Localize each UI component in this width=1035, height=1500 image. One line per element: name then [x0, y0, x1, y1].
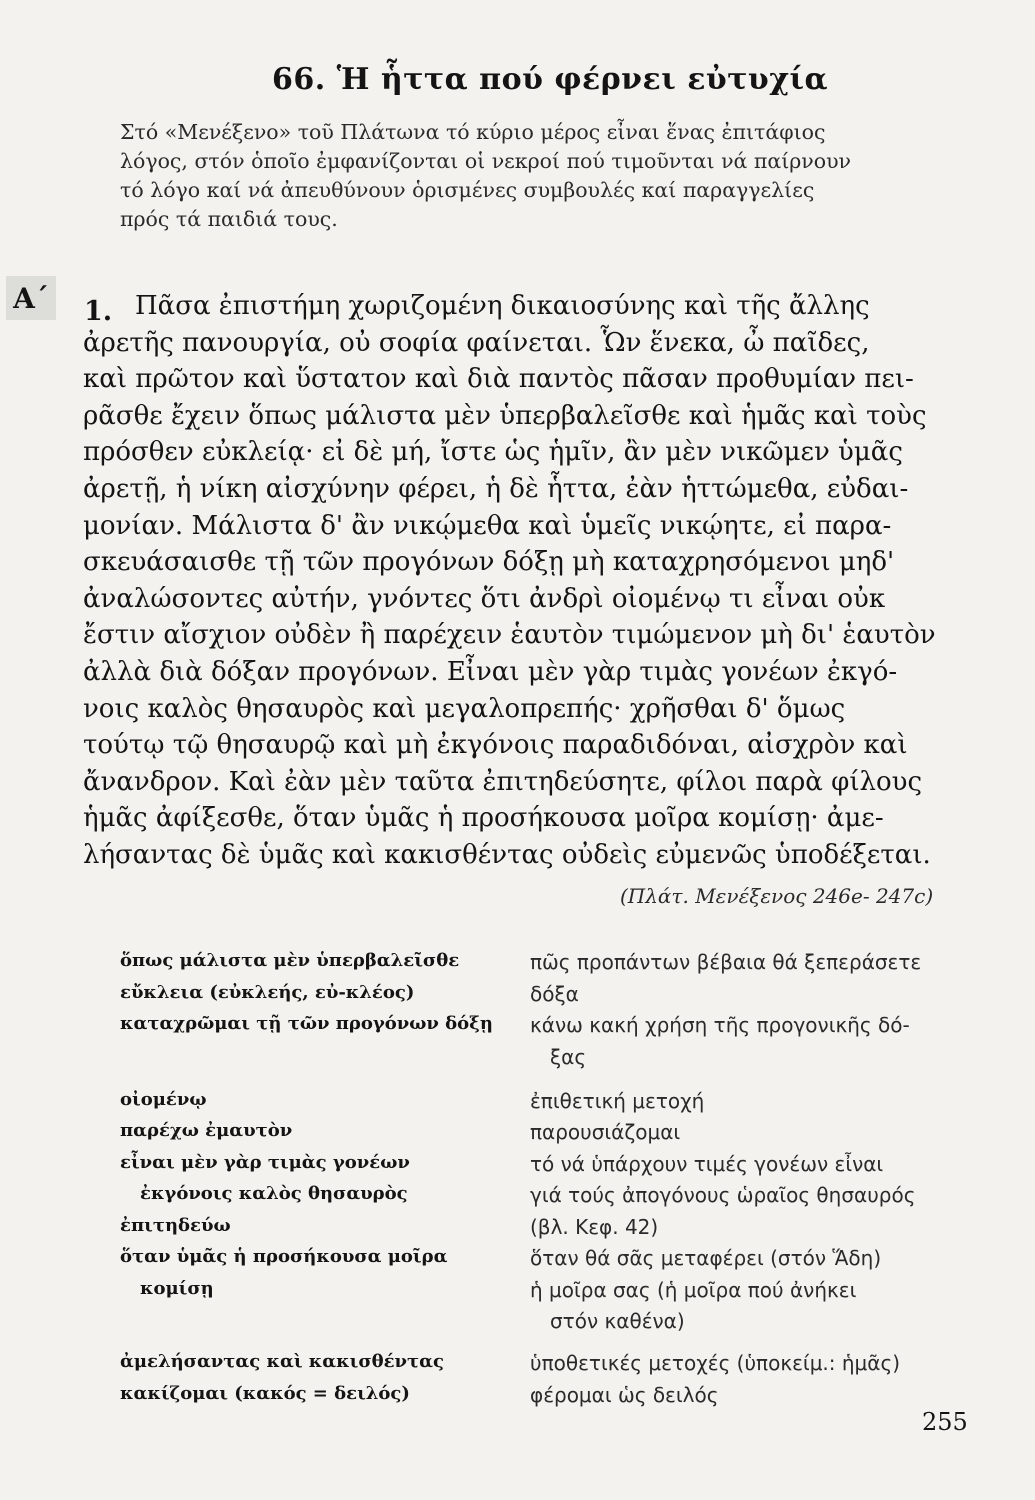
glossary-term: κακίζομαι (κακός = δειλός) [120, 1382, 410, 1404]
glossary-term: καταχρῶμαι τῇ τῶν προγόνων δόξῃ [120, 1013, 493, 1034]
glossary-definition: ἐπιθετική μετοχή [530, 1088, 705, 1113]
intro-line: πρός τά παιδιά τους. [120, 207, 338, 231]
glossary-definition: παρουσιάζομαι [530, 1120, 681, 1144]
glossary-definition: ὑποθετικές μετοχές (ὑποκείμ.: ἡμᾶς) [530, 1351, 900, 1375]
glossary-term: εὔκλεια (εὐκλεής, εὐ-κλέος) [120, 981, 415, 1003]
glossary-row [120, 1278, 980, 1310]
passage-line: τούτῳ τῷ θησαυρῷ καὶ μὴ ἐκγόνοις παραδιδόναι, αἰσχρὸν καὶ [83, 730, 908, 761]
glossary-term: ὅπως μάλιστα μὲν ὑπερβαλεῖσθε [120, 950, 460, 971]
passage-line: καὶ πρῶτον καὶ ὕστατον καὶ διὰ παντὸς πᾶσαν προθυμίαν πει- [83, 364, 914, 395]
glossary-row [120, 1120, 980, 1152]
glossary-term: ἐπιτηδεύω [120, 1214, 231, 1236]
glossary-definition: τό νά ὑπάρχουν τιμές γονέων εἶναι [530, 1151, 884, 1176]
glossary-row [120, 1383, 980, 1415]
citation: (Πλάτ. Μενέξενος 246e- 247c) [620, 884, 934, 908]
passage-line: ἄνανδρον. Καὶ ἐὰν μὲν ταῦτα ἐπιτηδεύσητε, φίλοι παρὰ φίλους [83, 766, 923, 797]
glossary-row [120, 1013, 980, 1045]
glossary-row [120, 982, 980, 1014]
passage-line: ἀρετῆς πανουργία, οὐ σοφία φαίνεται. Ὧν ἕνεκα, ὦ παῖδες, [83, 327, 870, 358]
passage-line: ἀλλὰ διὰ δόξαν προγόνων. Εἶναι μὲν γὰρ τιμὰς γονέων ἐκγό- [83, 656, 898, 687]
glossary-row [120, 1045, 980, 1089]
chapter-title: 66. Ἡ ἧττα πού φέρνει εὐτυχία [272, 62, 829, 97]
glossary-term: ἀμελήσαντας καὶ κακισθέντας [120, 1351, 444, 1372]
glossary-row [120, 1089, 980, 1121]
passage-line: πρόσθεν εὐκλείᾳ· εἰ δὲ μή, ἴστε ὡς ἡμῖν, ἂν μὲν νικῶμεν ὑμᾶς [83, 437, 903, 468]
passage-line: ἔστιν αἴσχιον οὐδὲν ἢ παρέχειν ἑαυτὸν τιμώμενον μὴ δι' ἑαυτὸν [83, 620, 936, 651]
intro-line: τό λόγο καί νά ἀπευθύνουν ὁρισμένες συμβουλές καί παραγγελίες [120, 178, 815, 202]
glossary-row [120, 1215, 980, 1247]
glossary-row [120, 1152, 980, 1184]
glossary-row [120, 1183, 980, 1215]
passage-line: λήσαντας δὲ ὑμᾶς καὶ κακισθέντας οὐδεὶς εὐμενῶς ὑποδέξεται. [83, 839, 931, 870]
passage-line: Πᾶσα ἐπιστήμη χωριζομένη δικαιοσύνης καὶ τῆς ἄλλης [135, 291, 870, 321]
intro-line: Στό «Μενέξενο» τοῦ Πλάτωνα τό κύριο μέρος εἶναι ἕνας ἐπιτάφιος [120, 120, 826, 144]
glossary [120, 950, 980, 1414]
section-marker: Α΄ [6, 276, 56, 320]
glossary-term: εἶναι μὲν γὰρ τιμὰς γονέων [120, 1151, 410, 1173]
glossary-definition: ξας [550, 1044, 587, 1069]
passage-line: ρᾶσθε ἔχειν ὅπως μάλιστα μὲν ὑπερβαλεῖσθε καὶ ἡμᾶς καὶ τοὺς [83, 400, 927, 431]
glossary-definition: στόν καθένα) [550, 1309, 685, 1333]
glossary-definition: ἡ μοῖρα σας (ἡ μοῖρα πού ἀνήκει [530, 1277, 857, 1302]
paragraph-number: 1. [84, 296, 113, 327]
glossary-definition: φέρομαι ὡς δειλός [530, 1382, 719, 1407]
glossary-term: παρέχω ἐμαυτὸν [120, 1120, 293, 1141]
glossary-term: ἐκγόνοις καλὸς θησαυρὸς [140, 1183, 408, 1204]
glossary-term: οἰομένῳ [120, 1088, 207, 1110]
intro-text [120, 118, 970, 234]
glossary-row [120, 1351, 980, 1383]
glossary-definition: κάνω κακή χρήση τῆς προγονικῆς δό- [530, 1013, 910, 1037]
passage-line: μονίαν. Μάλιστα δ' ἂν νικῴμεθα καὶ ὑμεῖς νικῴητε, εἰ παρα- [83, 510, 892, 541]
intro-line: λόγος, στόν ὁποῖο ἐμφανίζονται οἱ νεκροί πού τιμοῦνται νά παίρνουν [120, 149, 852, 173]
glossary-definition: (βλ. Κεφ. 42) [530, 1214, 659, 1239]
passage-line: ἀρετῇ, ἡ νίκη αἰσχύνην φέρει, ἡ δὲ ἧττα, ἐὰν ἡττώμεθα, εὐδαι- [83, 473, 909, 504]
glossary-definition: ὅταν θά σᾶς μεταφέρει (στόν Ἅδη) [530, 1246, 882, 1270]
passage-line: ἡμᾶς ἀφίξεσθε, ὅταν ὑμᾶς ἡ προσήκουσα μοῖρα κομίσῃ· ἀμε- [83, 803, 884, 834]
glossary-definition: πῶς προπάντων βέβαια θά ξεπεράσετε [530, 950, 922, 974]
greek-passage [83, 288, 975, 874]
glossary-term: κομίσῃ [140, 1277, 214, 1299]
glossary-term: ὅταν ὑμᾶς ἡ προσήκουσα μοῖρα [120, 1246, 448, 1267]
passage-line: ἀναλώσοντες αὐτήν, γνόντες ὅτι ἀνδρὶ οἰομένῳ τι εἶναι οὐκ [83, 583, 886, 614]
page-number: 255 [922, 1408, 968, 1436]
glossary-definition: γιά τούς ἀπογόνους ὡραῖος θησαυρός [530, 1183, 916, 1207]
glossary-row [120, 950, 980, 982]
glossary-definition: δόξα [530, 981, 579, 1006]
passage-line: νοις καλὸς θησαυρὸς καὶ μεγαλοπρεπής· χρῆσθαι δ' ὅμως [83, 693, 846, 724]
glossary-row [120, 1246, 980, 1278]
glossary-row [120, 1309, 980, 1351]
passage-line: σκευάσαισθε τῇ τῶν προγόνων δόξῃ μὴ καταχρησόμενοι μηδ' [83, 547, 895, 578]
